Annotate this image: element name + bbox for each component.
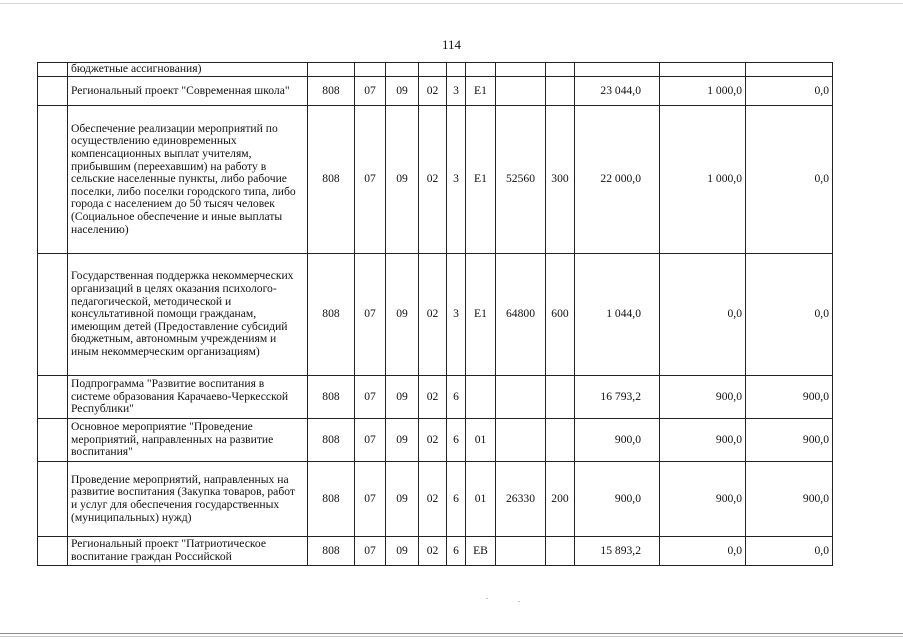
amount-1: 1 044,0 <box>575 254 660 376</box>
amount-1: 15 893,2 <box>575 537 660 566</box>
target-code-4 <box>496 77 546 106</box>
vr-code <box>546 419 575 462</box>
item-name: Региональный проект "Патриотическое воспитание граждан Российской <box>68 537 308 566</box>
target-code-1: 02 <box>419 77 447 106</box>
target-code-4 <box>496 63 546 77</box>
amount-2: 1 000,0 <box>660 77 746 106</box>
table-row <box>38 106 833 254</box>
target-code-4: 26330 <box>496 462 546 537</box>
amount-2: 0,0 <box>660 254 746 376</box>
pr-code <box>386 63 419 77</box>
scan-edge-bottom <box>0 633 903 634</box>
target-code-1: 02 <box>419 376 447 419</box>
number-cell <box>38 77 68 106</box>
target-code-3: E1 <box>466 77 496 106</box>
item-name: Государственная поддержка некоммерческих организаций в целях оказания психолого-педагогической, методической и консультативной помощи гражданам, имеющим детей (Предоставление субсидий бюджетным, автономным учреждениям и иным некоммерческим организациям) <box>68 254 308 376</box>
target-code-2: 6 <box>447 537 466 566</box>
number-cell <box>38 419 68 462</box>
table-row <box>38 63 833 77</box>
target-code-2: 3 <box>447 77 466 106</box>
number-cell <box>38 376 68 419</box>
target-code-3: E1 <box>466 106 496 254</box>
target-code-4: 52560 <box>496 106 546 254</box>
target-code-2: 6 <box>447 376 466 419</box>
amount-2: 900,0 <box>660 376 746 419</box>
item-name: Подпрограмма "Развитие воспитания в системе образования Карачаево-Черкесской Республики" <box>68 376 308 419</box>
amount-2: 0,0 <box>660 537 746 566</box>
item-name: Обеспечение реализации мероприятий по осуществлению единовременных компенсационных выплат учителям, прибывшим (переехавшим) на работу в сельские населенные пункты, либо рабочие поселки, либо поселки городского типа, либо города с населением до 50 тысяч человек (Социальное обеспечение и иные выплаты населению) <box>68 106 308 254</box>
scan-edge-top <box>0 3 903 4</box>
item-name: Региональный проект "Современная школа" <box>68 77 308 106</box>
amount-2: 900,0 <box>660 462 746 537</box>
target-code-4 <box>496 419 546 462</box>
pr-code: 09 <box>386 537 419 566</box>
target-code-2: 6 <box>447 419 466 462</box>
number-cell <box>38 254 68 376</box>
table-row <box>38 537 833 566</box>
gr-code <box>308 63 355 77</box>
target-code-1 <box>419 63 447 77</box>
gr-code: 808 <box>308 106 355 254</box>
amount-3: 0,0 <box>746 537 833 566</box>
pr-code: 09 <box>386 376 419 419</box>
target-code-2: 3 <box>447 106 466 254</box>
gr-code: 808 <box>308 376 355 419</box>
amount-3: 0,0 <box>746 77 833 106</box>
target-code-4 <box>496 537 546 566</box>
rz-code: 07 <box>355 462 386 537</box>
amount-1 <box>575 63 660 77</box>
vr-code: 200 <box>546 462 575 537</box>
number-cell <box>38 106 68 254</box>
rz-code: 07 <box>355 106 386 254</box>
target-code-4 <box>496 376 546 419</box>
gr-code: 808 <box>308 254 355 376</box>
target-code-1: 02 <box>419 462 447 537</box>
vr-code <box>546 77 575 106</box>
table-row <box>38 462 833 537</box>
vr-code <box>546 63 575 77</box>
item-name: бюджетные ассигнования) <box>68 63 308 77</box>
rz-code: 07 <box>355 376 386 419</box>
target-code-2: 3 <box>447 254 466 376</box>
rz-code: 07 <box>355 254 386 376</box>
amount-3 <box>746 63 833 77</box>
rz-code <box>355 63 386 77</box>
pr-code: 09 <box>386 106 419 254</box>
vr-code: 600 <box>546 254 575 376</box>
vr-code <box>546 376 575 419</box>
item-name: Основное мероприятие "Проведение мероприятий, направленных на развитие воспитания" <box>68 419 308 462</box>
amount-2: 900,0 <box>660 419 746 462</box>
pr-code: 09 <box>386 254 419 376</box>
gr-code: 808 <box>308 462 355 537</box>
number-cell <box>38 537 68 566</box>
target-code-2: 6 <box>447 462 466 537</box>
table-row <box>38 376 833 419</box>
target-code-3: E1 <box>466 254 496 376</box>
pr-code: 09 <box>386 77 419 106</box>
amount-2: 1 000,0 <box>660 106 746 254</box>
amount-1: 16 793,2 <box>575 376 660 419</box>
amount-1: 22 000,0 <box>575 106 660 254</box>
rz-code: 07 <box>355 419 386 462</box>
amount-3: 0,0 <box>746 254 833 376</box>
vr-code <box>546 537 575 566</box>
table-row <box>38 77 833 106</box>
page-number: 114 <box>441 37 462 52</box>
target-code-3: 01 <box>466 419 496 462</box>
amount-1: 900,0 <box>575 462 660 537</box>
target-code-3: 01 <box>466 462 496 537</box>
target-code-1: 02 <box>419 254 447 376</box>
target-code-2 <box>447 63 466 77</box>
number-cell <box>38 462 68 537</box>
scan-edge-bottom <box>0 636 903 637</box>
target-code-4: 64800 <box>496 254 546 376</box>
number-cell <box>38 63 68 77</box>
pr-code: 09 <box>386 419 419 462</box>
amount-1: 900,0 <box>575 419 660 462</box>
item-name: Проведение мероприятий, направленных на развитие воспитания (Закупка товаров, работ и услуг для обеспечения государственных (муниципальных) нужд) <box>68 462 308 537</box>
gr-code: 808 <box>308 537 355 566</box>
target-code-1: 02 <box>419 419 447 462</box>
rz-code: 07 <box>355 537 386 566</box>
target-code-3 <box>466 63 496 77</box>
table-row <box>38 254 833 376</box>
scan-speck <box>486 598 488 599</box>
target-code-3 <box>466 376 496 419</box>
target-code-1: 02 <box>419 537 447 566</box>
amount-1: 23 044,0 <box>575 77 660 106</box>
target-code-3: EB <box>466 537 496 566</box>
amount-2 <box>660 63 746 77</box>
rz-code: 07 <box>355 77 386 106</box>
amount-3: 900,0 <box>746 376 833 419</box>
table-row <box>38 419 833 462</box>
amount-3: 900,0 <box>746 462 833 537</box>
scan-speck <box>518 601 520 602</box>
budget-table <box>37 62 833 566</box>
vr-code: 300 <box>546 106 575 254</box>
amount-3: 900,0 <box>746 419 833 462</box>
amount-3: 0,0 <box>746 106 833 254</box>
pr-code: 09 <box>386 462 419 537</box>
target-code-1: 02 <box>419 106 447 254</box>
gr-code: 808 <box>308 77 355 106</box>
gr-code: 808 <box>308 419 355 462</box>
